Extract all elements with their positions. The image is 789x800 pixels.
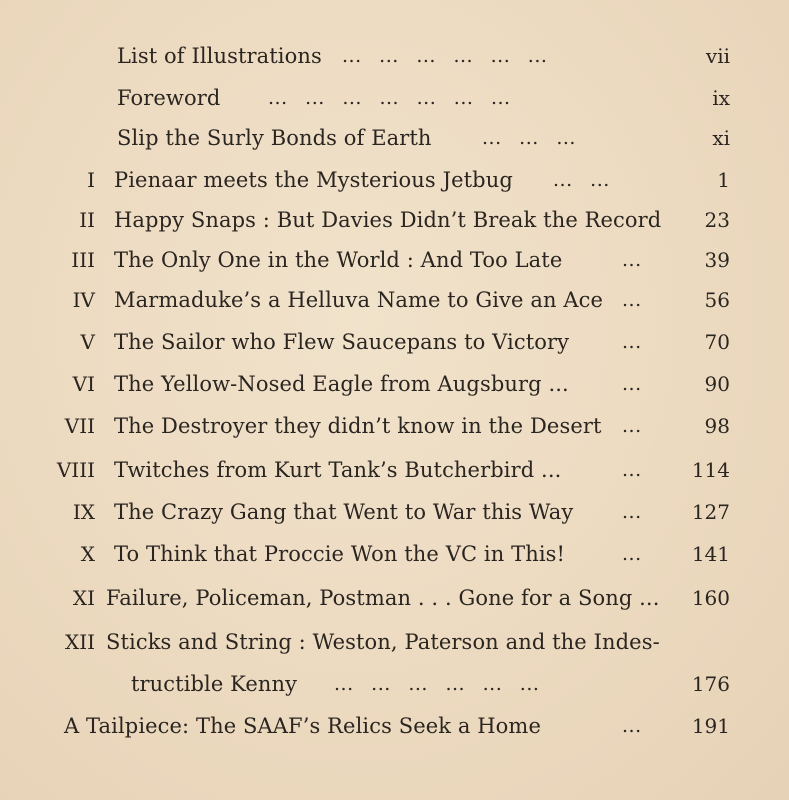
toc-entry-chapter-4 (0, 280, 789, 320)
toc-entry-chapter-12 (0, 622, 789, 662)
toc-title: Pienaar meets the Mysterious Jetbug (114, 168, 513, 192)
toc-title: Slip the Surly Bonds of Earth (117, 126, 432, 150)
toc-number: II (79, 208, 95, 232)
toc-number: VI (72, 372, 95, 396)
toc-page-number: 191 (691, 714, 730, 738)
toc-entry-chapter-9 (0, 492, 789, 532)
toc-page-number: 90 (704, 372, 730, 396)
toc-leader-dots: ... ... ... ... ... ... ... (268, 87, 511, 109)
toc-entry-slip-the-surly-bonds (0, 118, 789, 158)
toc-title: A Tailpiece: The SAAF’s Relics Seek a Home (64, 714, 541, 738)
toc-entry-foreword (0, 78, 789, 118)
toc-leader-dots: ... ... ... ... ... ... (334, 673, 540, 695)
toc-title: Failure, Policeman, Postman . . . Gone for a Song ... (106, 586, 660, 610)
toc-title: The Yellow-Nosed Eagle from Augsburg ... (114, 372, 569, 396)
toc-number: XII (64, 630, 95, 654)
toc-entry-chapter-8 (0, 450, 789, 490)
toc-page-number: 114 (691, 458, 730, 482)
toc-number: IX (72, 500, 95, 524)
toc-number: III (71, 248, 95, 272)
toc-title: The Only One in the World : And Too Late (114, 248, 563, 272)
toc-entry-chapter-12-continued (0, 664, 789, 704)
toc-leader-dots: ... (622, 501, 642, 523)
toc-title: The Crazy Gang that Went to War this Way (114, 500, 574, 524)
toc-leader-dots: ... (622, 415, 642, 437)
toc-leader-dots: ... ... ... ... ... ... (342, 45, 548, 67)
toc-entry-chapter-10 (0, 534, 789, 574)
toc-leader-dots: ... ... ... (482, 127, 576, 149)
toc-title: Marmaduke’s a Helluva Name to Give an Ace (114, 288, 603, 312)
toc-leader-dots: ... (622, 373, 642, 395)
toc-page-number: 98 (704, 414, 730, 438)
toc-page-number: 160 (691, 586, 730, 610)
toc-page-number: 1 (717, 168, 730, 192)
toc-leader-dots: ... (622, 459, 642, 481)
toc-number: IV (72, 288, 95, 312)
toc-page-number: 70 (704, 330, 730, 354)
toc-leader-dots: ... (622, 331, 642, 353)
toc-number: XI (72, 586, 95, 610)
toc-entry-chapter-1 (0, 160, 789, 200)
toc-title: Foreword (117, 86, 221, 110)
toc-title: To Think that Proccie Won the VC in This! (114, 542, 566, 566)
toc-title: The Sailor who Flew Saucepans to Victory (114, 330, 570, 354)
toc-leader-dots: ... ... (553, 169, 610, 191)
toc-entry-chapter-6 (0, 364, 789, 404)
toc-entry-chapter-5 (0, 322, 789, 362)
toc-title: Sticks and String : Weston, Paterson and the Indes- (106, 630, 660, 654)
toc-title: Happy Snaps : But Davies Didn’t Break the Record (114, 208, 662, 232)
toc-leader-dots: ... (622, 249, 642, 271)
toc-leader-dots: ... (622, 543, 642, 565)
toc-title: List of Illustrations (117, 44, 322, 68)
toc-page-number: 127 (691, 500, 730, 524)
toc-entry-chapter-11 (0, 578, 789, 618)
toc-number: X (80, 542, 95, 566)
toc-entry-list-of-illustrations (0, 36, 789, 76)
toc-leader-dots: ... (622, 715, 642, 737)
toc-page-number: 23 (704, 208, 730, 232)
toc-entry-tailpiece (0, 706, 789, 746)
toc-entry-chapter-2 (0, 200, 789, 240)
toc-page-number: 176 (691, 672, 730, 696)
toc-title: The Destroyer they didn’t know in the Desert (114, 414, 602, 438)
toc-page-number: xi (712, 126, 730, 150)
toc-number: I (87, 168, 95, 192)
toc-page-number: 141 (691, 542, 730, 566)
toc-title: tructible Kenny (131, 672, 298, 696)
toc-entry-chapter-7 (0, 406, 789, 446)
toc-number: VII (64, 414, 95, 438)
toc-title: Twitches from Kurt Tank’s Butcherbird ... (114, 458, 562, 482)
toc-page-number: 39 (704, 248, 730, 272)
toc-number: VIII (56, 458, 95, 482)
toc-leader-dots: ... (622, 289, 642, 311)
toc-page-number: 56 (704, 288, 730, 312)
toc-number: V (80, 330, 95, 354)
toc-page-number: ix (712, 86, 730, 110)
toc-page-number: vii (705, 44, 730, 68)
toc-entry-chapter-3 (0, 240, 789, 280)
